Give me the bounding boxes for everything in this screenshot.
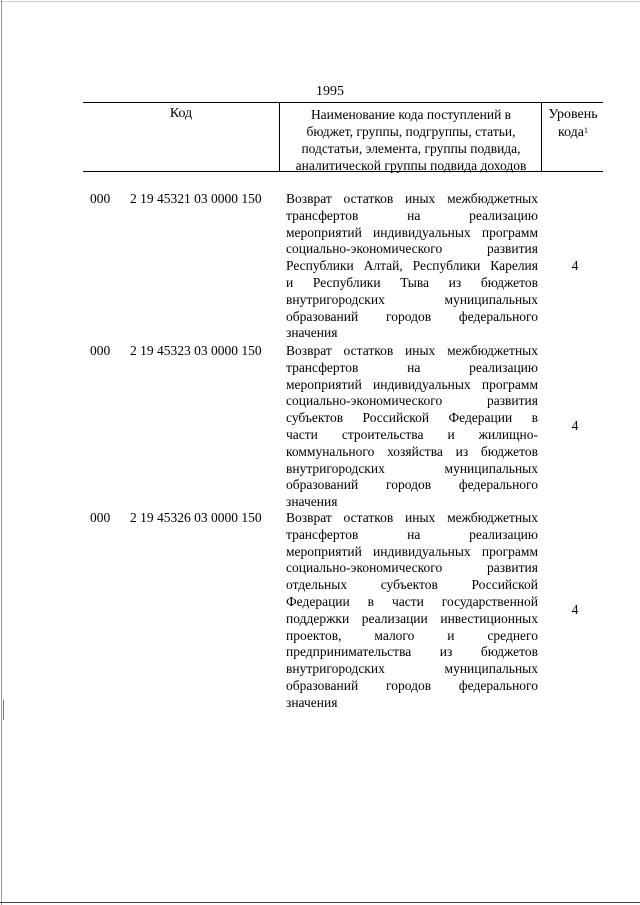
revenue-name-line: Возврат остатков иных межбюджетных [286, 343, 538, 358]
revenue-name-line: Республики Алтай, Республики Карелия [286, 258, 538, 274]
revenue-name-line: предпринимательства из бюджетов [286, 644, 538, 660]
revenue-name-line: социально-экономического развития [286, 560, 538, 576]
header-name-line: подстатьи, элемента, группы подвида, [301, 141, 521, 156]
code-level: 4 [571, 601, 579, 617]
revenue-code: 2 19 45326 03 0000 150 [130, 510, 262, 525]
revenue-name-line: образований городов федерального [286, 308, 538, 324]
admin-code: 000 [90, 191, 111, 206]
header-name-line: аналитической группы подвида доходов [295, 158, 527, 173]
revenue-name-line: коммунального хозяйства из бюджетов [286, 443, 538, 459]
revenue-name-line: внутригородских муниципальных [286, 661, 538, 677]
revenue-name-line: социально-экономического развития [286, 241, 538, 257]
revenue-name-line: мероприятий индивидуальных программ [286, 543, 538, 559]
revenue-name-line: трансфертов на реализацию [286, 526, 538, 542]
revenue-name-line: внутригородских муниципальных [286, 291, 538, 307]
admin-code: 000 [90, 510, 111, 525]
revenue-name-line: Федерации в части государственной [286, 593, 538, 609]
revenue-name [286, 510, 538, 712]
revenue-name-line: поддержки реализации инвестиционных [286, 610, 538, 626]
header-level-line1: Уровень [548, 107, 598, 122]
scan-edge-top [0, 1, 640, 2]
revenue-name [286, 343, 538, 511]
code-level: 4 [571, 418, 579, 433]
revenue-name-line: значения [286, 325, 338, 341]
header-code: Код [169, 106, 193, 121]
scan-mark [3, 700, 4, 720]
admin-code: 000 [90, 343, 111, 358]
header-name [285, 106, 537, 174]
revenue-name-line: части строительства и жилищно- [286, 426, 538, 442]
page-number: 1995 [316, 84, 344, 99]
footnote-marker: 1 [584, 126, 589, 135]
header-divider [541, 103, 542, 171]
revenue-name-line: образований городов федерального [286, 477, 538, 493]
scan-edge-left [1, 0, 2, 905]
revenue-name-line: значения [286, 494, 338, 510]
revenue-code: 2 19 45323 03 0000 150 [130, 343, 262, 358]
revenue-name-line: мероприятий индивидуальных программ [286, 224, 538, 240]
revenue-name-line: Возврат остатков иных межбюджетных [286, 191, 538, 206]
header-level-line2: кода$^1$ [557, 125, 589, 140]
revenue-name-line: социально-экономического развития [286, 393, 538, 409]
revenue-code: 2 19 45321 03 0000 150 [130, 191, 262, 206]
header-divider [279, 103, 280, 171]
revenue-name [286, 191, 538, 342]
revenue-name-line: трансфертов на реализацию [286, 207, 538, 223]
revenue-name-line: и Республики Тыва из бюджетов [286, 274, 538, 290]
revenue-name-line: субъектов Российской Федерации в [286, 410, 538, 426]
revenue-name-line: значения [286, 694, 338, 710]
header-level [543, 106, 603, 142]
scan-edge-bottom [0, 902, 640, 903]
revenue-name-line: проектов, малого и среднего [286, 627, 538, 643]
header-name-line: бюджет, группы, подгруппы, статьи, [306, 124, 516, 139]
header-name-line: Наименование кода поступлений в [310, 107, 512, 122]
revenue-name-line: отдельных субъектов Российской [286, 577, 538, 593]
revenue-name-line: внутригородских муниципальных [286, 460, 538, 476]
revenue-name-line: мероприятий индивидуальных программ [286, 376, 538, 392]
revenue-name-line: Возврат остатков иных межбюджетных [286, 510, 538, 525]
code-level: 4 [571, 257, 579, 273]
table-header [83, 102, 603, 172]
revenue-name-line: образований городов федерального [286, 677, 538, 693]
revenue-name-line: трансфертов на реализацию [286, 359, 538, 375]
